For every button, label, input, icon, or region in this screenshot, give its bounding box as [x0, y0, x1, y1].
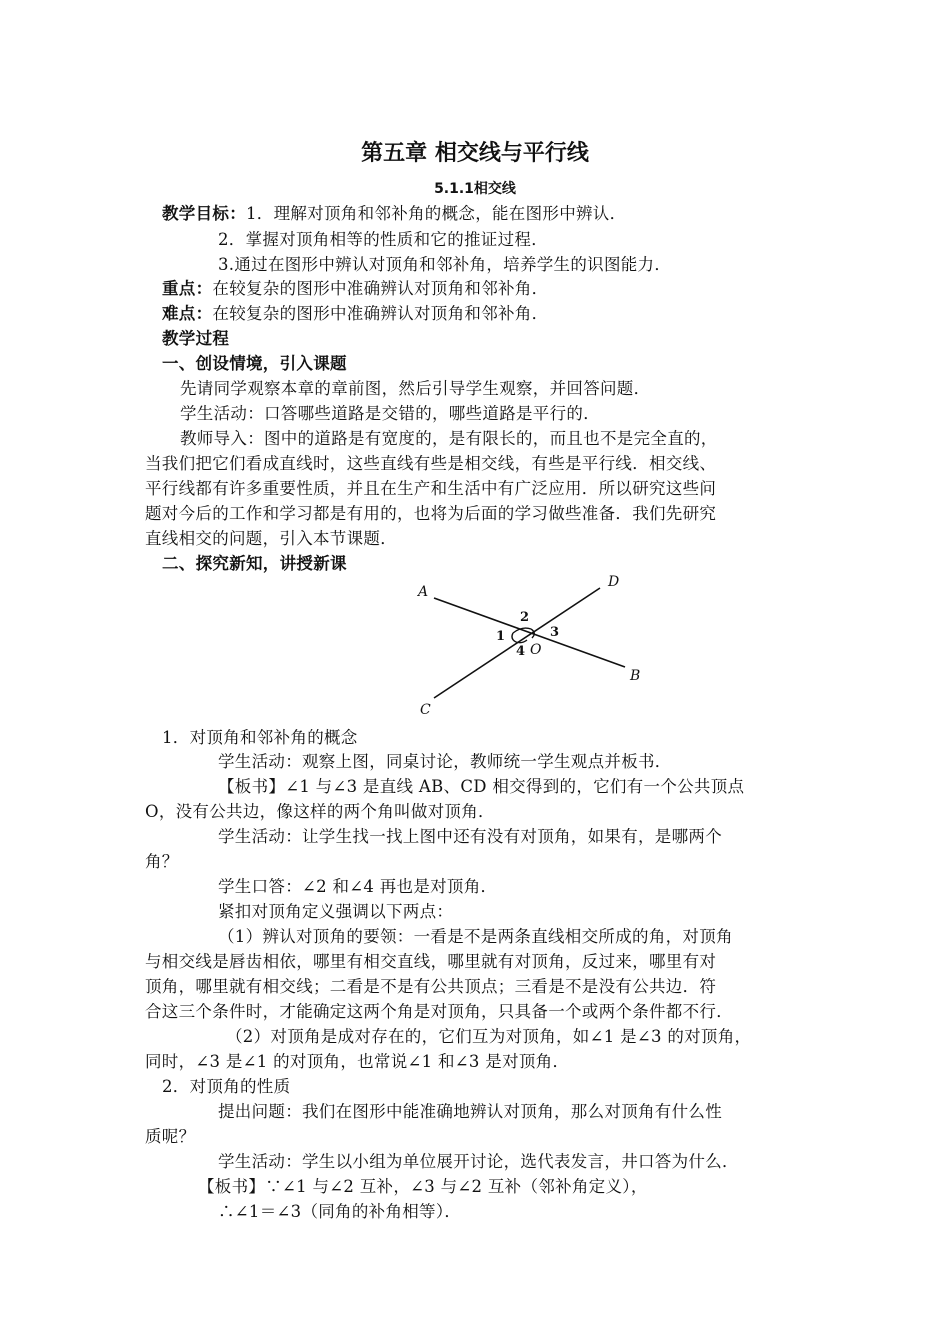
part1-line6: 学生口答：∠2 和∠4 再也是对顶角．: [218, 877, 498, 896]
chapter-title: 第五章 相交线与平行线: [361, 141, 589, 166]
angle-label-4: 4: [516, 644, 526, 659]
section2-heading: 二、探究新知，讲授新课: [162, 554, 347, 573]
label-c: C: [420, 702, 431, 718]
section1-p3-line2: 当我们把它们看成直线时，这些直线有些是相交线，有些是平行线．相交线、: [145, 454, 717, 473]
angle-label-3: 3: [550, 625, 560, 640]
part1-line13: 同时，∠3 是∠1 的对顶角，也常说∠1 和∠3 是对顶角．: [145, 1052, 570, 1071]
section1-p3-line4: 题对今后的工作和学习都是有用的，也将为后面的学习做些准备．我们先研究: [145, 504, 717, 523]
label-o: O: [530, 642, 542, 658]
label-b: B: [630, 668, 641, 684]
goal-item-1: 1．理解对顶角和邻补角的概念，能在图形中辨认．: [246, 204, 627, 223]
part1-line10: 顶角，哪里就有相交线；二看是不是有公共顶点；三看是不是没有公共边．符: [145, 977, 717, 996]
part2-line3: 学生活动：学生以小组为单位展开讨论，选代表发言，井口答为什么．: [218, 1152, 739, 1171]
part1-heading: 1．对顶角和邻补角的概念: [162, 728, 358, 747]
part1-line12: （2）对顶角是成对存在的，它们互为对顶角，如∠1 是∠3 的对顶角，: [226, 1027, 752, 1046]
difficult-point-line: [162, 302, 827, 326]
goals-label: 教学目标：: [162, 204, 246, 223]
goal-item-2: 2．掌握对顶角相等的性质和它的推证过程．: [218, 230, 548, 249]
part2-line5: ∴∠1＝∠3（同角的补角相等）．: [218, 1202, 462, 1221]
angle-label-2: 2: [520, 610, 530, 625]
label-a: A: [418, 584, 429, 600]
part1-line2: 【板书】∠1 与∠3 是直线 AB、CD 相交得到的，它们有一个公共顶点: [218, 777, 745, 796]
difficult-point-label: 难点：: [162, 304, 213, 323]
label-d: D: [608, 574, 620, 590]
key-point-label: 重点：: [162, 279, 213, 298]
goals-line-1: [162, 202, 827, 226]
part1-line8: （1）辨认对顶角的要领：一看是不是两条直线相交所成的角，对顶角: [218, 927, 733, 946]
section1-p2: 学生活动：口答哪些道路是交错的，哪些道路是平行的．: [180, 404, 600, 423]
key-point-text: 在较复杂的图形中准确辨认对顶角和邻补角．: [212, 279, 549, 298]
goal-item-3: 3.通过在图形中辨认对顶角和邻补角，培养学生的识图能力．: [218, 255, 672, 274]
angle-label-1: 1: [496, 629, 506, 644]
part2-line2: 质呢？: [145, 1127, 196, 1146]
difficult-point-text: 在较复杂的图形中准确辨认对顶角和邻补角．: [212, 304, 549, 323]
part1-line5: 角？: [145, 852, 179, 871]
intersecting-lines-diagram: [410, 570, 648, 720]
part1-line4: 学生活动：让学生找一找上图中还有没有对顶角，如果有，是哪两个: [218, 827, 722, 846]
section1-heading: 一、创设情境，引入课题: [162, 354, 347, 373]
part1-line7: 紧扣对顶角定义强调以下两点：: [218, 902, 454, 921]
part1-line1: 学生活动：观察上图，同桌讨论，教师统一学生观点并板书．: [218, 752, 672, 771]
part2-line4: 【板书】∵∠1 与∠2 互补，∠3 与∠2 互补（邻补角定义），: [198, 1177, 648, 1196]
part2-heading: 2．对顶角的性质: [162, 1077, 291, 1096]
part2-line1: 提出问题：我们在图形中能准确地辨认对顶角，那么对顶角有什么性: [218, 1102, 722, 1121]
section-subtitle: 5.1.1相交线: [434, 181, 516, 197]
part1-line11: 合这三个条件时，才能确定这两个角是对顶角，只具备一个或两个条件都不行．: [145, 1002, 733, 1021]
section1-p3-line1: 教师导入：图中的道路是有宽度的，是有限长的，而且也不是完全直的，: [180, 429, 718, 448]
key-point-line: [162, 277, 827, 301]
part1-line3: O，没有公共边，像这样的两个角叫做对顶角．: [145, 802, 495, 821]
process-heading: 教学过程: [162, 329, 230, 348]
section1-p3-line3: 平行线都有许多重要性质，并且在生产和生活中有广泛应用．所以研究这些问: [145, 479, 717, 498]
part1-line9: 与相交线是唇齿相依，哪里有相交直线，哪里就有对顶角，反过来，哪里有对: [145, 952, 717, 971]
angle-arc-1: [512, 633, 516, 642]
section1-p1: 先请同学观察本章的章前图，然后引导学生观察，并回答问题．: [180, 379, 651, 398]
section1-p3-line5: 直线相交的问题，引入本节课题．: [145, 529, 397, 548]
intersecting-lines-figure: [410, 570, 648, 720]
